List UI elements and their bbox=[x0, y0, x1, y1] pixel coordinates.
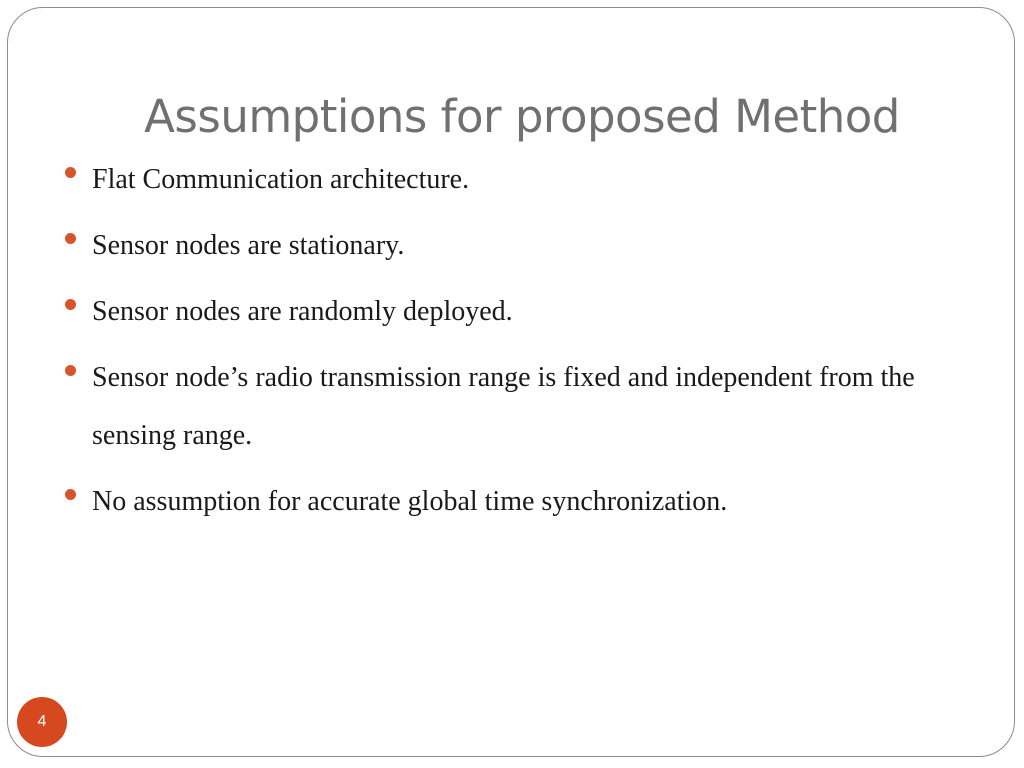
bullet-dot-icon bbox=[65, 167, 76, 178]
bullet-item bbox=[64, 151, 964, 209]
slide-number-badge: 4 bbox=[17, 697, 67, 747]
bullet-text: Sensor nodes are stationary. bbox=[92, 230, 405, 261]
bullet-item bbox=[64, 349, 964, 465]
slide-title: Assumptions for proposed Method bbox=[144, 90, 900, 143]
bullet-dot-icon bbox=[65, 233, 76, 244]
bullet-text: Flat Communication architecture. bbox=[92, 164, 470, 195]
bullet-list bbox=[64, 151, 964, 539]
bullet-dot-icon bbox=[65, 365, 76, 376]
bullet-text: Sensor nodes are randomly deployed. bbox=[92, 296, 513, 327]
bullet-dot-icon bbox=[65, 489, 76, 500]
bullet-item bbox=[64, 283, 964, 341]
bullet-text: Sensor node’s radio transmission range is fixed and independent from the sensing range. bbox=[92, 362, 915, 451]
bullet-dot-icon bbox=[65, 299, 76, 310]
bullet-item bbox=[64, 217, 964, 275]
bullet-text: No assumption for accurate global time synchronization. bbox=[92, 486, 728, 517]
bullet-item bbox=[64, 473, 964, 531]
